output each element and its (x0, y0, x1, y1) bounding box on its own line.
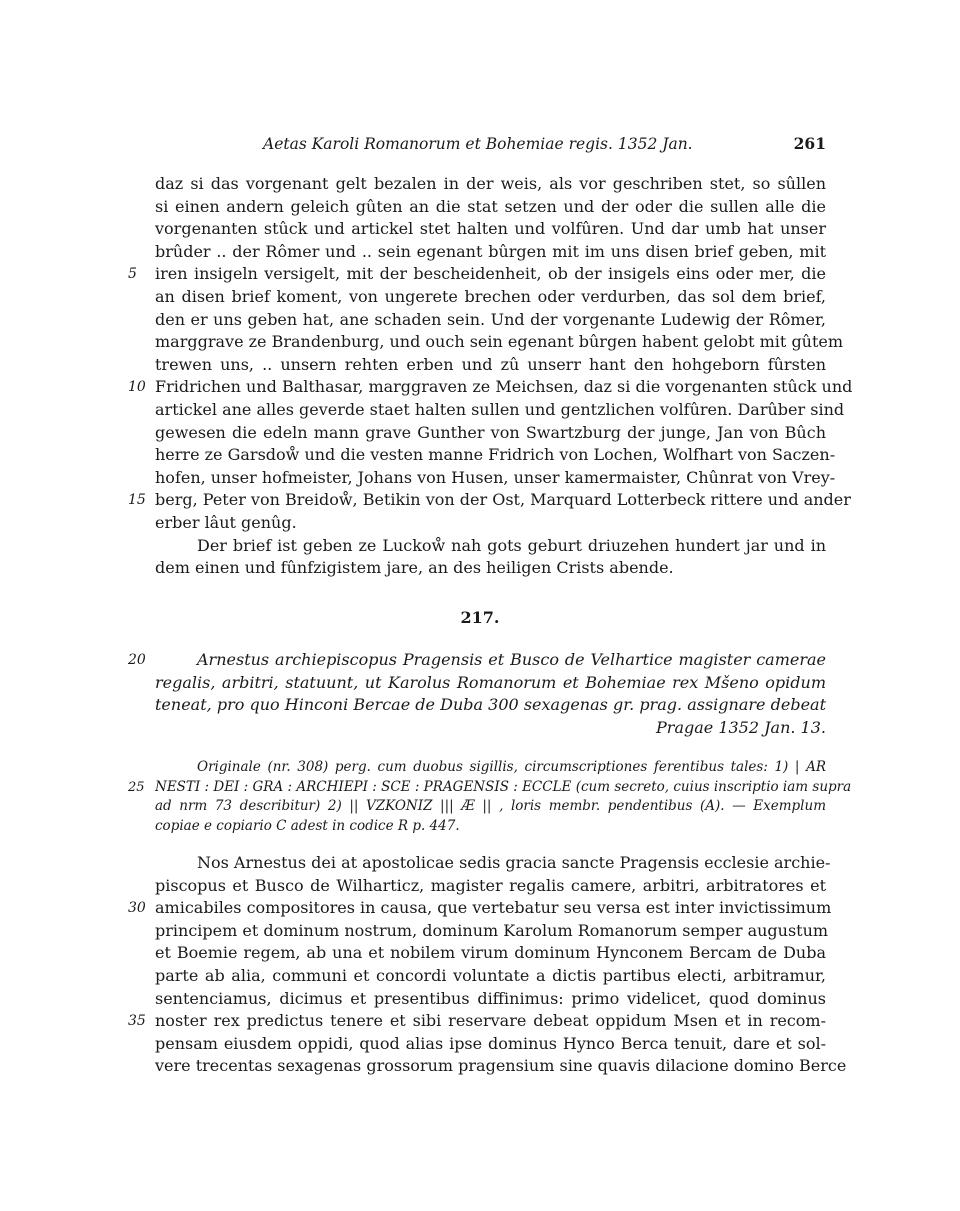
body-top-line (128, 489, 851, 512)
regest-line (128, 649, 826, 672)
body-top-line (155, 218, 826, 241)
line-text: ad nrm 73 describitur) 2) || VZKONIZ ||| Æ || , loris membr. pendentibus (A). — Exemplum (155, 798, 826, 815)
body-top-line (155, 354, 826, 377)
line-number: 15 (128, 492, 146, 509)
line-text: hofen, unser hofmeister, Johans von Husen, unser kamermaister, Chûnrat von Vrey- (155, 467, 836, 487)
line-number: 10 (128, 379, 146, 396)
body-top-line (155, 286, 826, 309)
regest-line (155, 672, 826, 695)
body-top-line (155, 467, 836, 490)
line-text: dem einen und fûnfzigistem jare, an des heiligen Crists abende. (155, 558, 674, 578)
body-bottom-line (155, 942, 826, 965)
line-text: vorgenanten stûck und artickel stet halten und volfûren. Und dar umb hat unser (155, 219, 826, 239)
body-top-line (155, 399, 845, 422)
body-bottom-line (155, 875, 826, 898)
body-top-line (128, 263, 826, 286)
body-text-top (128, 173, 853, 580)
line-text: erber lâut genûg. (155, 512, 297, 532)
body-bottom-line (155, 988, 826, 1011)
body-bottom-line (155, 920, 829, 943)
body-top-line (155, 512, 826, 535)
line-text: principem et dominum nostrum, dominum Karolum Romanorum semper augustum (155, 920, 829, 940)
line-text: Der brief ist geben ze Luckoẘ nah gots geburt driuzehen hundert jar und in (197, 535, 826, 555)
regest-line (155, 717, 826, 740)
line-text: marggrave ze Brandenburg, und ouch sein egenant bûrgen habent gelobt mit gûtem (155, 332, 844, 352)
source-notes (128, 758, 852, 836)
note-line (155, 797, 826, 817)
line-text: Originale (nr. 308) perg. cum duobus sigillis, circumscriptiones ferentibus tales: 1) | AR (197, 759, 826, 775)
line-text: vere trecentas sexagenas grossorum pragensium sine quavis dilacione domino Berce (155, 1056, 847, 1076)
line-text: iren insigeln versigelt, mit der bescheidenheit, ob der insigels eins oder mer, die (155, 264, 826, 284)
line-text: Nos Arnestus dei at apostolicae sedis gracia sancte Pragensis ecclesie archie- (197, 853, 831, 872)
note-line (155, 817, 826, 837)
body-bottom-line (128, 897, 832, 920)
line-text: herre ze Garsdoẘ und die vesten manne Fridrich von Lochen, Wolfhart von Saczen- (155, 445, 836, 465)
line-number: 25 (128, 779, 145, 795)
body-top-line (155, 422, 826, 445)
note-line (128, 778, 852, 798)
body-bottom-line (155, 1033, 826, 1056)
body-top-line (155, 331, 844, 354)
running-title: Aetas Karoli Romanorum et Bohemiae regis. 1352 Jan. (263, 135, 693, 153)
body-text-bottom (128, 852, 847, 1078)
line-text: brûder .. der Rômer und .. sein egenant bûrgen mit im uns disen brief geben, mit (155, 241, 826, 261)
body-top-line (155, 557, 826, 580)
section-number: 217. (460, 608, 500, 627)
running-head (155, 133, 826, 155)
line-number: 35 (128, 1013, 146, 1030)
regest-line (155, 694, 826, 717)
line-text: Pragae 1352 Jan. 13. (656, 717, 826, 737)
line-text: NESTI : DEI : GRA : ARCHIEPI : SCE : PRAGENSIS : ECCLE (cum secreto, cuius inscriptio iam supra (155, 778, 852, 795)
body-top-line (128, 376, 853, 399)
body-bottom-line (155, 1055, 847, 1078)
line-number: 5 (128, 266, 137, 283)
line-number: 30 (128, 900, 146, 917)
line-text: an disen brief koment, von ungerete brechen oder verdurben, das sol dem brief, (155, 286, 826, 306)
note-line (155, 758, 826, 778)
body-top-line (155, 173, 826, 196)
line-text: regalis, arbitri, statuunt, ut Karolus Romanorum et Bohemiae rex Mšeno opidum (155, 672, 826, 692)
regest-summary (128, 649, 826, 739)
line-text: artickel ane alles geverde staet halten sullen und gentzlichen volfûren. Darûber sind (155, 399, 845, 419)
body-bottom-line (155, 965, 826, 988)
line-text: amicabiles compositores in causa, que vertebatur seu versa est inter invictissimum (155, 898, 832, 918)
body-bottom-line (128, 1010, 826, 1033)
body-top-line (155, 241, 826, 264)
body-top-line (155, 196, 826, 219)
body-top-line (155, 309, 826, 332)
line-text: trewen uns, .. unsern rehten erben und zû unserr hant den hohgeborn fûrsten (155, 354, 826, 374)
line-text: si einen andern geleich gûten an die stat setzen und der oder die sullen alle die (155, 196, 826, 216)
line-text: Fridrichen und Balthasar, marggraven ze Meichsen, daz si die vorgenanten stûck und (155, 377, 853, 397)
line-text: sentenciamus, dicimus et presentibus diffinimus: primo videlicet, quod dominus (155, 988, 826, 1008)
line-text: et Boemie regem, ab una et nobilem virum dominum Hynconem Bercam de Duba (155, 943, 826, 963)
line-text: pensam eiusdem oppidi, quod alias ipse dominus Hynco Berca tenuit, dare et sol- (155, 1033, 826, 1053)
page-number: 261 (793, 134, 826, 153)
line-text: parte ab alia, communi et concordi voluntate a dictis partibus electi, arbitramur, (155, 965, 826, 985)
body-top-line (155, 535, 826, 558)
body-top-line (155, 444, 836, 467)
line-text: copiae e copiario C adest in codice R p. 447. (155, 817, 460, 834)
line-text: teneat, pro quo Hinconi Bercae de Duba 300 sexagenas gr. prag. assignare debeat (155, 695, 826, 715)
line-number: 20 (128, 652, 146, 668)
line-text: noster rex predictus tenere et sibi reservare debeat oppidum Msen et in recom- (155, 1011, 826, 1031)
line-text: den er uns geben hat, ane schaden sein. Und der vorgenante Ludewig der Rômer, (155, 309, 826, 329)
line-text: gewesen die edeln mann grave Gunther von Swartzburg der junge, Jan von Bûch (155, 422, 826, 442)
line-text: berg, Peter von Breidoẘ, Betikin von der Ost, Marquard Lotterbeck rittere und ander (155, 490, 851, 510)
line-text: piscopus et Busco de Wilharticz, magister regalis camere, arbitri, arbitratores et (155, 875, 826, 895)
line-text: Arnestus archiepiscopus Pragensis et Busco de Velhartice magister camerae (197, 650, 826, 669)
body-bottom-line (155, 852, 831, 875)
line-text: daz si das vorgenant gelt bezalen in der weis, als vor geschriben stet, so sûllen (155, 174, 826, 193)
